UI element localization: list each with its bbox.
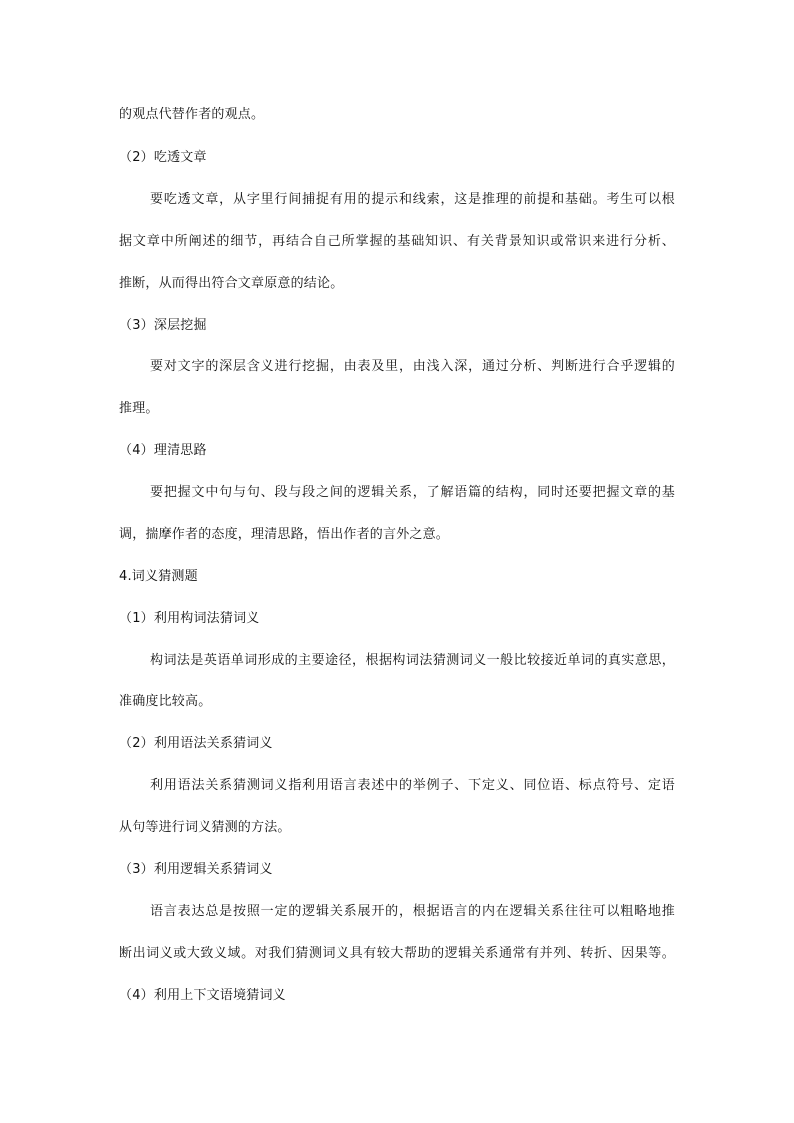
paragraph-line: 断出词义或大致义域。对我们猜测词义具有较大帮助的逻辑关系通常有并列、转折、因果等。 — [119, 946, 675, 961]
paragraph-line: 构词法是英语单词形成的主要途径，根据构词法猜测词义一般比较接近单词的真实意思， — [150, 653, 675, 668]
paragraph-line: 推断，从而得出符合文章原意的结论。 — [119, 276, 344, 291]
section-heading: 4.词义猜测题 — [119, 569, 198, 584]
subheading: （3）深层挖掘 — [119, 318, 207, 333]
paragraph-line: 调，揣摩作者的态度，理清思路，悟出作者的言外之意。 — [119, 527, 450, 542]
subheading: （2）吃透文章 — [119, 150, 207, 165]
paragraph-line: 要把握文中句与句、段与段之间的逻辑关系，了解语篇的结构，同时还要把握文章的基 — [150, 485, 675, 500]
subheading: （4）利用上下文语境猜词义 — [119, 988, 286, 1003]
subheading: （3）利用逻辑关系猜词义 — [119, 862, 273, 877]
paragraph-line: 准确度比较高。 — [119, 694, 212, 709]
paragraph-line: 的观点代替作者的观点。 — [119, 107, 265, 122]
paragraph-line: 据文章中所阐述的细节，再结合自己所掌握的基础知识、有关背景知识或常识来进行分析、 — [119, 234, 675, 249]
paragraph-line: 利用语法关系猜测词义指利用语言表述中的举例子、下定义、同位语、标点符号、定语 — [150, 778, 675, 793]
subheading: （2）利用语法关系猜词义 — [119, 736, 273, 751]
paragraph-line: 要吃透文章，从字里行间捕捉有用的提示和线索，这是推理的前提和基础。考生可以根 — [150, 192, 675, 207]
paragraph-line: 语言表达总是按照一定的逻辑关系展开的，根据语言的内在逻辑关系往往可以粗略地推 — [150, 904, 675, 919]
paragraph-line: 从句等进行词义猜测的方法。 — [119, 820, 291, 835]
paragraph-line: 推理。 — [119, 401, 159, 416]
paragraph-line: 要对文字的深层含义进行挖掘，由表及里，由浅入深，通过分析、判断进行合乎逻辑的 — [150, 359, 675, 374]
subheading: （4）理清思路 — [119, 443, 207, 458]
subheading: （1）利用构词法猜词义 — [119, 611, 260, 626]
